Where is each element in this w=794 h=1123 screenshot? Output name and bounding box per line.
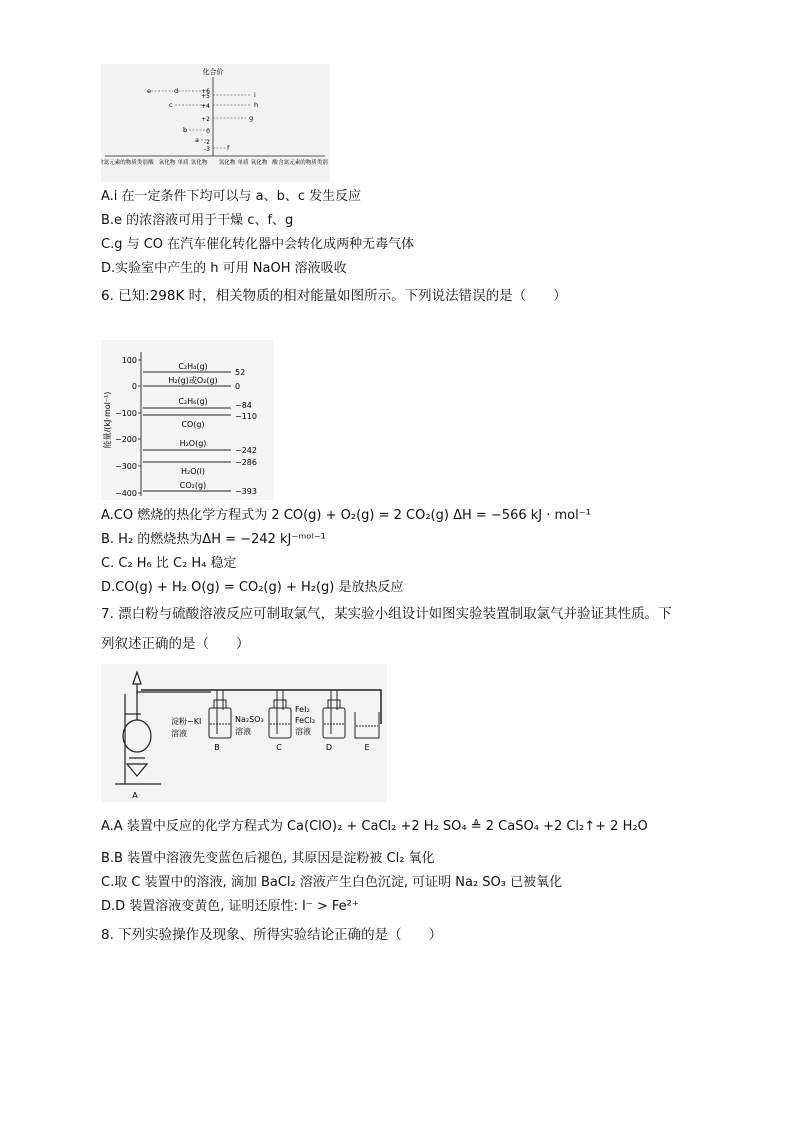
label-starch-ki: 淀粉−KI <box>171 717 202 726</box>
class-label-oxide-1: 氧化物 <box>158 160 176 166</box>
tick-p5: +5 <box>201 93 210 100</box>
class-label-hydride-2: 氢化物 <box>218 160 236 166</box>
class-label-acid-2: 酸 <box>272 160 278 166</box>
q7-stem-line2: 列叙述正确的是（ ） <box>101 636 250 652</box>
label-c: C <box>276 743 282 752</box>
tick-p2: +2 <box>201 116 210 123</box>
class-label-acid-1: 酸 <box>148 160 154 166</box>
point-g: g <box>249 114 254 122</box>
ytick-m400: −400 <box>115 489 137 498</box>
level-name-c2h4: C₂H₄(g) <box>178 362 208 371</box>
label-solution-b: 溶液 <box>171 729 187 738</box>
level-value-co: −110 <box>235 412 257 421</box>
level-value-h2-o2: 0 <box>235 382 241 391</box>
label-fei2: FeI₂ <box>295 705 310 714</box>
q8-stem: 8. 下列实验操作及现象、所得实验结论正确的是（ ） <box>101 927 443 943</box>
point-b: b <box>183 126 188 134</box>
energy-y-label: 能量/(kJ·mol⁻¹) <box>103 391 112 449</box>
valence-diagram <box>101 64 329 182</box>
tick-0: 0 <box>206 128 210 135</box>
level-name-c2h6: C₂H₆(g) <box>178 397 208 406</box>
level-value-c2h4: 52 <box>235 368 246 377</box>
ytick-m300: −300 <box>115 462 137 471</box>
label-b: B <box>214 743 220 752</box>
label-fecl2: FeCl₂ <box>295 716 316 725</box>
tick-m3: -3 <box>204 146 210 153</box>
q7-option-c: C.取 C 装置中的溶液, 滴加 BaCl₂ 溶液产生白色沉淀, 可证明 Na₂ SO₃ 已被氧化 <box>101 875 563 890</box>
ytick-0: 0 <box>131 382 137 391</box>
q6-option-b: B. H₂ 的燃烧热为ΔH = −242 kJ⁻ᵐᵒˡ⁻¹ <box>101 532 326 547</box>
level-value-co2: −393 <box>235 487 257 496</box>
label-na2so3: Na₂SO₃ <box>235 715 264 724</box>
level-name-h2o-g: H₂O(g) <box>179 439 207 448</box>
q7-option-b: B.B 装置中溶液先变蓝色后褪色, 其原因是淀粉被 Cl₂ 氧化 <box>101 851 435 866</box>
tick-p6: +6 <box>201 88 210 95</box>
energy-diagram <box>101 340 273 500</box>
level-value-h2o-g: −242 <box>235 446 257 455</box>
q6-option-d: D.CO(g) + H₂ O(g) = CO₂(g) + H₂(g) 是放热反应 <box>101 580 404 595</box>
q7-option-a: A.A 装置中反应的化学方程式为 Ca(ClO)₂ + CaCl₂ +2 H₂ SO₄ ≜ 2 CaSO₄ +2 Cl₂↑+ 2 H₂O <box>101 819 648 834</box>
level-name-h2-o2: H₂(g)或O₂(g) <box>168 376 218 385</box>
q5-option-c: C.g 与 CO 在汽车催化转化器中会转化成两种无毒气体 <box>101 237 415 252</box>
ytick-100: 100 <box>121 356 137 365</box>
class-label-left: 含氮元素的物质类别 <box>101 160 148 166</box>
level-value-c2h6: −84 <box>235 401 252 410</box>
label-a: A <box>132 791 138 800</box>
tick-m2: -2 <box>204 139 210 146</box>
level-name-co2: CO₂(g) <box>179 481 207 490</box>
class-label-hydride-1: 氢化物 <box>190 160 208 166</box>
tick-p4: +4 <box>201 103 210 110</box>
valence-diagram-svg <box>101 64 329 182</box>
level-name-co: CO(g) <box>181 420 205 429</box>
label-solution-d: 溶液 <box>295 727 311 736</box>
point-i: i <box>254 91 256 99</box>
ytick-m100: −100 <box>115 409 137 418</box>
point-f: f <box>227 144 230 152</box>
point-c: c <box>169 101 173 109</box>
label-d: D <box>325 743 333 752</box>
class-label-oxide-2: 氧化物 <box>250 160 268 166</box>
q6-option-c: C. C₂ H₆ 比 C₂ H₄ 稳定 <box>101 556 237 571</box>
label-e: E <box>364 743 370 752</box>
point-e: e <box>147 87 151 95</box>
point-d: d <box>174 87 179 95</box>
class-label-right: 含氮元素的物质类别 <box>278 160 328 166</box>
apparatus-diagram <box>101 664 387 802</box>
label-solution-c: 溶液 <box>235 727 251 736</box>
point-h: h <box>254 101 259 109</box>
level-value-h2o-l: −286 <box>235 458 257 467</box>
q5-option-d: D.实验室中产生的 h 可用 NaOH 溶液吸收 <box>101 261 347 276</box>
q6-stem: 6. 已知:298K 时，相关物质的相对能量如图所示。下列说法错误的是（ ） <box>101 288 567 304</box>
q5-option-b: B.e 的浓溶液可用于干燥 c、f、g <box>101 213 294 228</box>
ytick-m200: −200 <box>115 435 137 444</box>
class-label-element-2: 单质 <box>237 160 249 166</box>
q6-option-a: A.CO 燃烧的热化学方程式为 2 CO(g) + O₂(g) = 2 CO₂(g) ΔH = −566 kJ · mol⁻¹ <box>101 508 591 523</box>
q7-option-d: D.D 装置溶液变黄色, 证明还原性: I⁻ > Fe²⁺ <box>101 899 359 914</box>
q7-stem-line1: 7. 漂白粉与硫酸溶液反应可制取氯气，某实验小组设计如图实验装置制取氯气并验证其性质。下 <box>101 606 672 622</box>
valence-axis-title: 化合价 <box>202 68 224 76</box>
level-name-h2o-l: H₂O(l) <box>181 467 205 476</box>
point-a: a <box>195 136 199 144</box>
q5-option-a: A.i 在一定条件下均可以与 a、b、c 发生反应 <box>101 189 362 204</box>
energy-diagram-svg <box>101 340 273 500</box>
class-label-element-1: 单质 <box>177 160 189 166</box>
apparatus-diagram-svg <box>101 664 387 802</box>
